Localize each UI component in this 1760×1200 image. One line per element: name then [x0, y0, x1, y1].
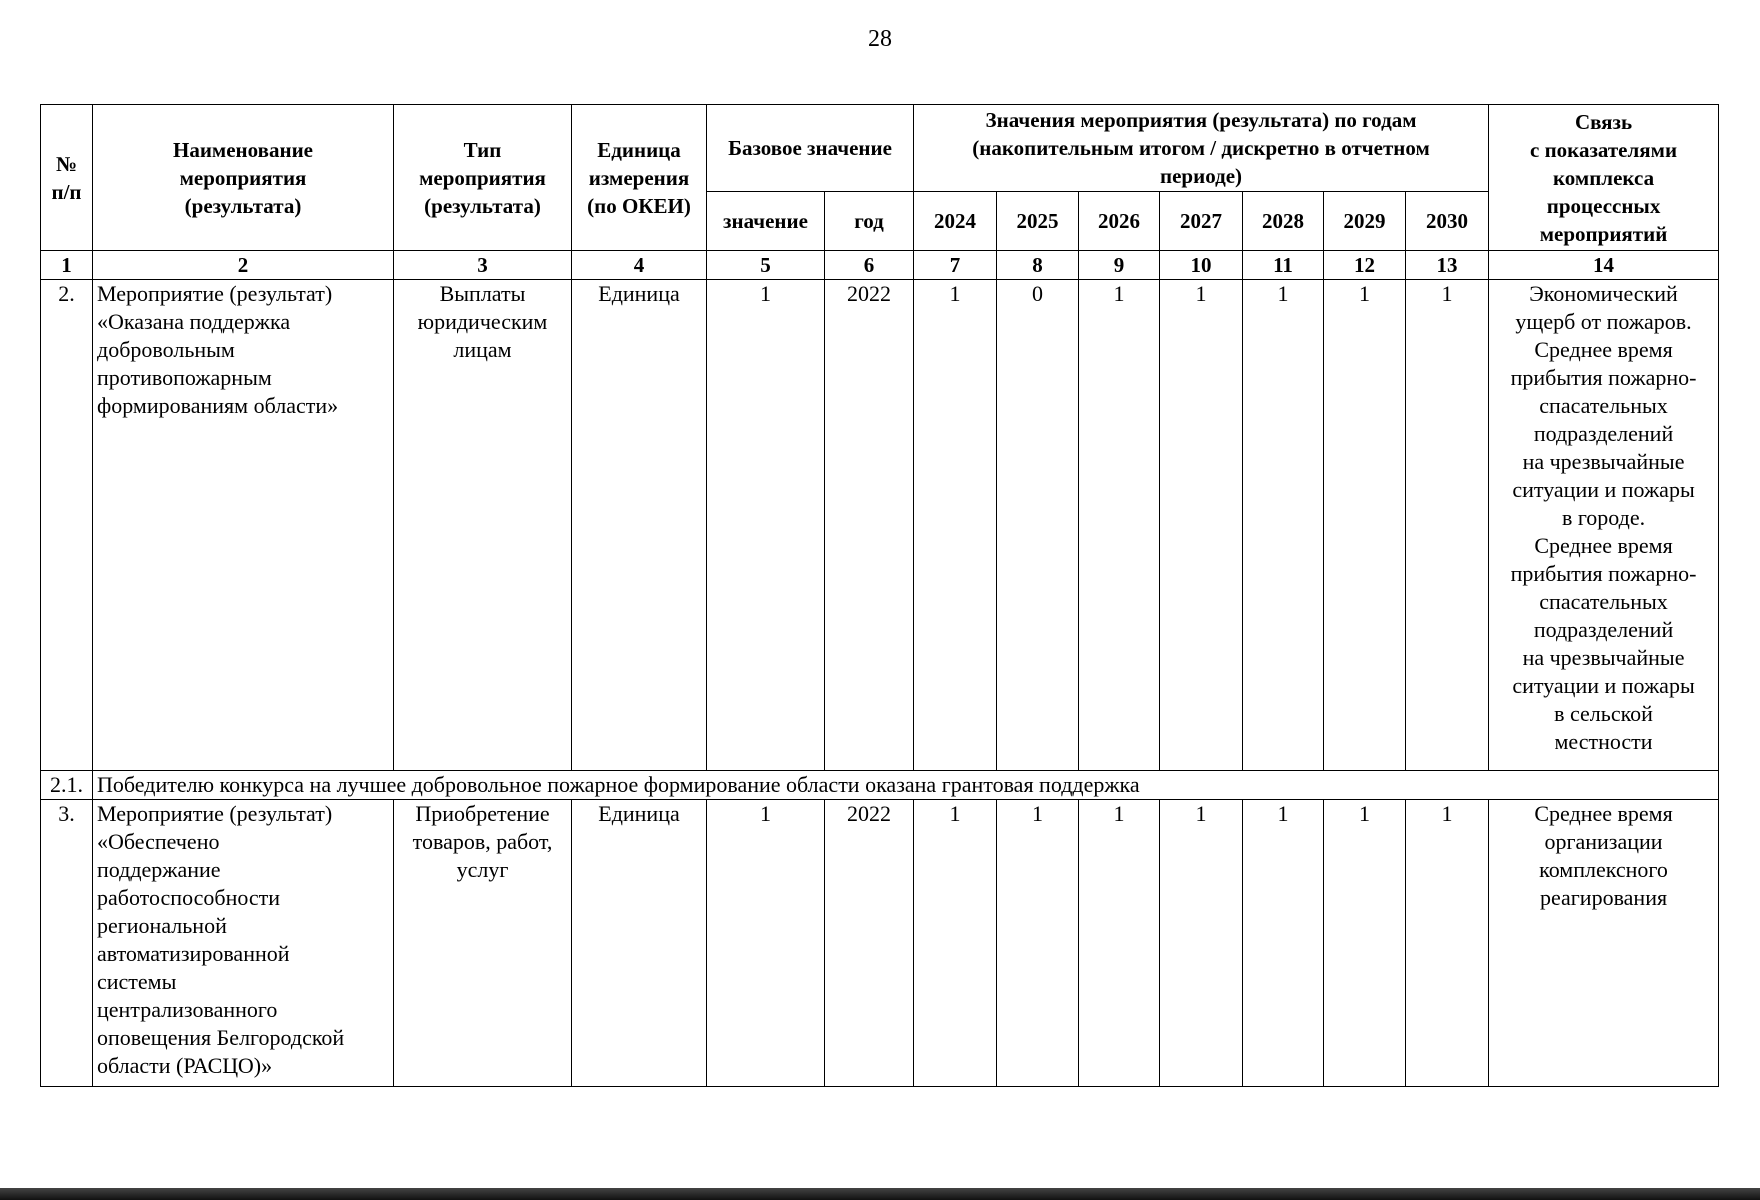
scan-edge-bar — [0, 1188, 1760, 1200]
header-col-base: Базовое значение — [707, 105, 914, 192]
row-number: 2. — [41, 280, 93, 771]
row-base-value: 1 — [707, 800, 825, 1087]
row-unit: Единица — [572, 800, 707, 1087]
column-number: 2 — [93, 251, 394, 280]
row-base-year: 2022 — [825, 800, 914, 1087]
header-year: 2025 — [997, 192, 1079, 251]
header-year: 2029 — [1324, 192, 1406, 251]
header-col-name: Наименование мероприятия (результата) — [93, 105, 394, 251]
row-year-value: 1 — [1243, 280, 1324, 771]
row-name: Мероприятие (результат) «Обеспечено поддержание работоспособности региональной автоматизированной системы централизованного оповещения Белгородской области (РАСЦО)» — [93, 800, 394, 1087]
row-year-value: 1 — [1160, 800, 1243, 1087]
column-number: 3 — [394, 251, 572, 280]
header-col-years-group: Значения мероприятия (результата) по годам (накопительным итогом / дискретно в отчетном периоде) — [914, 105, 1489, 192]
header-col-link: Связь с показателями комплекса процессных мероприятий — [1489, 105, 1719, 251]
subrow-text: Победителю конкурса на лучшее добровольное пожарное формирование области оказана грантовая поддержка — [93, 771, 1719, 800]
row-number: 3. — [41, 800, 93, 1087]
row-link: Среднее время организации комплексного реагирования — [1489, 800, 1719, 1087]
header-col-unit: Единица измерения (по ОКЕИ) — [572, 105, 707, 251]
table-row — [41, 800, 1719, 1087]
header-year: 2026 — [1079, 192, 1160, 251]
row-year-value: 0 — [997, 280, 1079, 771]
row-name: Мероприятие (результат) «Оказана поддержка добровольным противопожарным формированиям области» — [93, 280, 394, 771]
row-year-value: 1 — [997, 800, 1079, 1087]
row-year-value: 1 — [1406, 800, 1489, 1087]
row-year-value: 1 — [1079, 800, 1160, 1087]
row-year-value: 1 — [1324, 800, 1406, 1087]
header-row-1 — [41, 105, 1719, 192]
column-number: 12 — [1324, 251, 1406, 280]
row-unit: Единица — [572, 280, 707, 771]
column-number: 14 — [1489, 251, 1719, 280]
row-year-value: 1 — [1406, 280, 1489, 771]
header-year: 2027 — [1160, 192, 1243, 251]
header-col-base-value: значение — [707, 192, 825, 251]
header-col-base-year: год — [825, 192, 914, 251]
column-number: 7 — [914, 251, 997, 280]
row-year-value: 1 — [1160, 280, 1243, 771]
header-year: 2024 — [914, 192, 997, 251]
column-number: 11 — [1243, 251, 1324, 280]
row-link: Экономический ущерб от пожаров. Среднее время прибытия пожарно- спасательных подразделений на чрезвычайные ситуации и пожары в городе. Среднее время прибытия пожарно- спасательных подразделений на чрезвычайные ситуации и пожары в сельской местности — [1489, 280, 1719, 771]
row-year-value: 1 — [1324, 280, 1406, 771]
header-year: 2028 — [1243, 192, 1324, 251]
row-type: Выплаты юридическим лицам — [394, 280, 572, 771]
column-number: 4 — [572, 251, 707, 280]
table-row — [41, 280, 1719, 771]
row-year-value: 1 — [914, 800, 997, 1087]
column-number-row — [41, 251, 1719, 280]
header-col-num: № п/п — [41, 105, 93, 251]
results-table — [40, 104, 1719, 1087]
column-number: 5 — [707, 251, 825, 280]
page-number: 28 — [868, 26, 892, 52]
table-subrow — [41, 771, 1719, 800]
column-number: 9 — [1079, 251, 1160, 280]
column-number: 8 — [997, 251, 1079, 280]
header-col-type: Тип мероприятия (результата) — [394, 105, 572, 251]
row-year-value: 1 — [1243, 800, 1324, 1087]
column-number: 1 — [41, 251, 93, 280]
column-number: 13 — [1406, 251, 1489, 280]
row-base-year: 2022 — [825, 280, 914, 771]
column-number: 10 — [1160, 251, 1243, 280]
row-base-value: 1 — [707, 280, 825, 771]
header-year: 2030 — [1406, 192, 1489, 251]
row-type: Приобретение товаров, работ, услуг — [394, 800, 572, 1087]
row-year-value: 1 — [914, 280, 997, 771]
column-number: 6 — [825, 251, 914, 280]
subrow-number: 2.1. — [41, 771, 93, 800]
row-year-value: 1 — [1079, 280, 1160, 771]
